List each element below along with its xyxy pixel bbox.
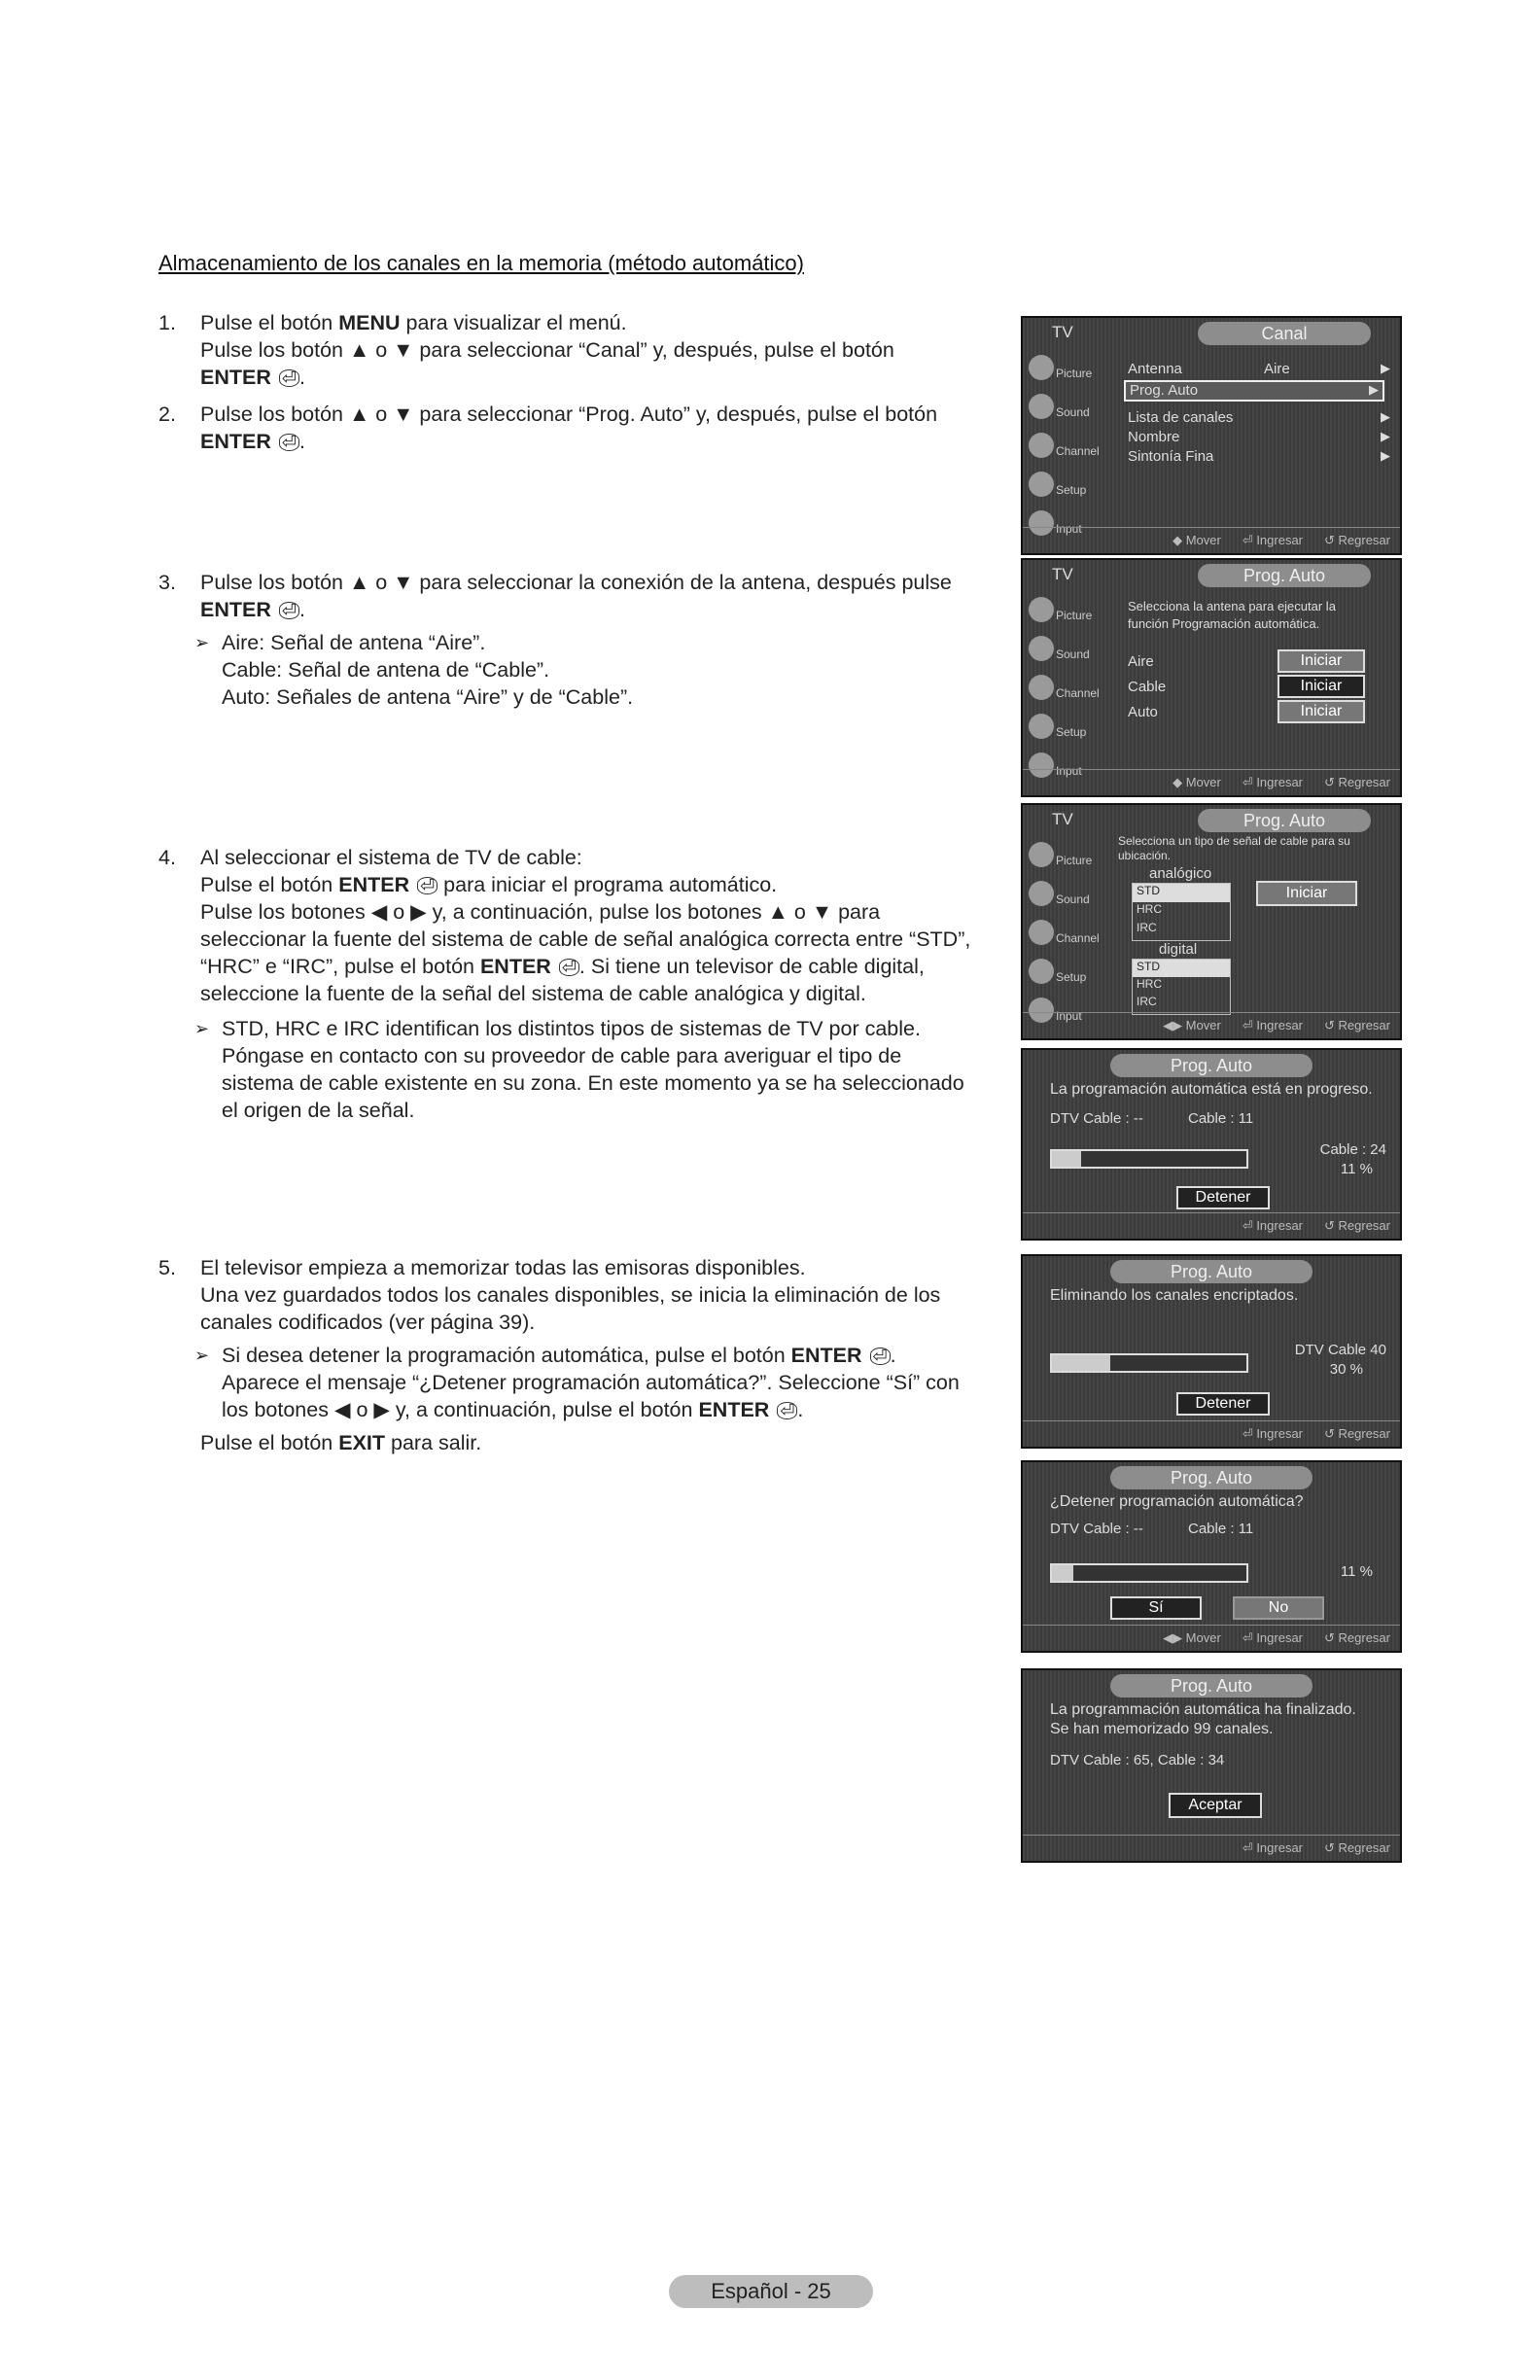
start-button-selected[interactable]: Iniciar — [1278, 675, 1365, 698]
sidebar-item-channel[interactable]: Channel — [1027, 916, 1108, 955]
digital-label: digital — [1159, 941, 1198, 958]
note-arrow-icon: ➢ — [194, 1019, 210, 1038]
digital-list — [1132, 959, 1231, 1015]
note-arrow-icon: ➢ — [194, 633, 210, 652]
step-number: 1. — [158, 311, 176, 334]
arrow-right-icon: ▶ — [1381, 361, 1390, 375]
enter-icon: ⏎ — [559, 959, 579, 976]
enter-key: ENTER — [479, 955, 551, 978]
menu-row-channel-list[interactable]: Lista de canales ▶ — [1128, 409, 1390, 426]
enter-icon: ⏎ — [279, 602, 299, 619]
menu-title: Prog. Auto — [1198, 809, 1371, 832]
step-text: Pulse el botón — [200, 873, 339, 896]
progress-fill — [1052, 1565, 1073, 1581]
note-text: Cable: Señal de antena de “Cable”. — [222, 658, 550, 682]
sidebar-item-input[interactable]: Input — [1027, 507, 1108, 545]
setup-icon — [1029, 714, 1054, 739]
step-text: “HRC” e “IRC”, pulse el botón — [200, 955, 480, 978]
step-text: Pulse los botón ▲ o ▼ para seleccionar la conexión de la antena, después pulse — [200, 571, 952, 594]
cable-count: Cable : 11 — [1188, 1110, 1254, 1127]
sound-icon — [1029, 636, 1054, 661]
sidebar-item-setup[interactable]: Setup — [1027, 710, 1108, 749]
channel-icon — [1029, 920, 1054, 945]
enter-icon: ⏎ — [417, 877, 438, 894]
footer-hints: ◆ Mover ⏎ Ingresar ↺ Regresar — [1023, 769, 1400, 795]
tv-label: TV — [1052, 565, 1073, 583]
sidebar — [1023, 589, 1110, 778]
step-number: 3. — [158, 571, 176, 594]
menu-message: Selecciona un tipo de señal de cable para su — [1118, 834, 1350, 848]
footer-hints: ◆ Mover ⏎ Ingresar ↺ Regresar — [1023, 527, 1400, 553]
option-cable[interactable]: Cable — [1128, 679, 1167, 695]
menu-title: Prog. Auto — [1198, 564, 1371, 587]
option-auto[interactable]: Auto — [1128, 704, 1158, 720]
sidebar — [1023, 347, 1110, 536]
picture-icon — [1029, 597, 1054, 622]
enter-key: ENTER — [790, 1344, 862, 1367]
exit-key: EXIT — [338, 1431, 386, 1454]
finished-message: Se han memorizado 99 canales. — [1050, 1721, 1274, 1737]
yes-button[interactable]: Sí — [1110, 1596, 1202, 1620]
step-4 — [158, 844, 1004, 1124]
confirm-message: ¿Detener programación automática? — [1050, 1493, 1304, 1510]
note-text: STD, HRC e IRC identifican los distintos tipos de sistemas de TV por cable. — [222, 1017, 921, 1040]
step-text: para visualizar el menú. — [400, 311, 627, 334]
sidebar-item-input[interactable]: Input — [1027, 749, 1108, 788]
progress-fill — [1052, 1355, 1110, 1371]
page-title: Almacenamiento de los canales en la memoria (método automático) — [158, 251, 804, 275]
stop-button[interactable]: Detener — [1176, 1186, 1270, 1209]
step-text: El televisor empieza a memorizar todas las emisoras disponibles. — [200, 1256, 806, 1279]
analog-list — [1132, 883, 1231, 941]
tv-label: TV — [1052, 323, 1073, 341]
step-text: seleccionar la fuente del sistema de cable de señal analógica correcta entre “STD”, — [200, 928, 971, 951]
sidebar-item-input[interactable]: Input — [1027, 994, 1108, 1032]
progress-percent: 11 % — [1340, 1563, 1373, 1580]
analog-option-std[interactable]: STD — [1133, 884, 1230, 902]
sidebar-item-picture[interactable]: Picture — [1027, 593, 1108, 632]
step-text: Pulse el botón — [200, 311, 339, 334]
step-3: 3. Pulse los botón ▲ o ▼ para seleccionar la conexión de la antena, después pulse ENTER ⏎ . ➢ Aire: Señal de antena “Aire”. Cable: Señal de antena de “Cable”. Auto: Señales de antena “Aire” y de “Cable”. — [158, 569, 1004, 711]
step-text: Pulse los botones ◀ o ▶ y, a continuación, pulse los botones ▲ o ▼ para — [200, 900, 881, 924]
footer-hints: ⏎ Ingresar ↺ Regresar — [1023, 1420, 1400, 1447]
enter-icon: ⏎ — [870, 1348, 891, 1365]
menu-row-name[interactable]: Nombre ▶ — [1128, 429, 1390, 445]
step-1: 1. Pulse el botón MENU para visualizar el menú. Pulse los botón ▲ o ▼ para seleccionar “Canal” y, después, pulse el botón ENTER ⏎ . — [158, 309, 1004, 391]
note-text: sistema de cable existente en su zona. En este momento ya se ha seleccionado — [222, 1071, 964, 1095]
sidebar-item-channel[interactable]: Channel — [1027, 671, 1108, 710]
menu-message: ubicación. — [1118, 849, 1172, 862]
step-text: . Si tiene un televisor de cable digital, — [578, 955, 925, 978]
status-message: Eliminando los canales encriptados. — [1050, 1287, 1299, 1304]
step-5: 5. El televisor empieza a memorizar todas las emisoras disponibles. Una vez guardados todos los canales disponibles, se inicia la eliminación de los canales codificados (ver página 39). ➢ Si desea detener la programación automática, pulse el botón ENTER ⏎ . Aparece el mensaje “¿Detener programación automática?”. Seleccione “Sí” con los botones ◀ o ▶ y, a continuación, pulse el botón ENTER ⏎ . Pulse el botón EXIT para salir. — [158, 1254, 1004, 1456]
tv-label: TV — [1052, 810, 1073, 828]
sidebar-item-picture[interactable]: Picture — [1027, 351, 1108, 390]
sidebar — [1023, 834, 1110, 1023]
accept-button[interactable]: Aceptar — [1169, 1793, 1262, 1818]
step-text: Pulse los botón ▲ o ▼ para seleccionar “Canal” y, después, pulse el botón — [200, 338, 894, 362]
progress-bar — [1050, 1149, 1248, 1169]
menu-row-fine-tune[interactable]: Sintonía Fina ▶ — [1128, 448, 1390, 465]
channel-icon — [1029, 433, 1054, 458]
enter-key: ENTER — [200, 430, 271, 453]
menu-title: Canal — [1198, 322, 1371, 345]
note-text: Auto: Señales de antena “Aire” y de “Cable”. — [222, 685, 634, 709]
sound-icon — [1029, 881, 1054, 906]
step-text: para iniciar el programa automático. — [438, 873, 778, 896]
menu-title: Prog. Auto — [1110, 1054, 1312, 1077]
analog-label: analógico — [1149, 865, 1212, 882]
menu-row-prog-auto[interactable]: Prog. Auto ▶ — [1124, 380, 1384, 402]
sidebar-item-channel[interactable]: Channel — [1027, 429, 1108, 468]
enter-key: ENTER — [698, 1398, 770, 1421]
note-text: Aparece el mensaje “¿Detener programación automática?”. Seleccione “Sí” con — [222, 1371, 960, 1394]
step-text: canales codificados (ver página 39). — [200, 1311, 536, 1334]
stop-button[interactable]: Detener — [1176, 1392, 1270, 1416]
step-number: 2. — [158, 402, 176, 426]
page-number: Español - 25 — [669, 2275, 873, 2308]
sidebar-item-sound[interactable]: Sound — [1027, 877, 1108, 916]
enter-key: ENTER — [338, 873, 410, 896]
dtv-cable-count: DTV Cable : -- — [1050, 1521, 1143, 1537]
enter-key: ENTER — [200, 366, 271, 389]
setup-icon — [1029, 959, 1054, 984]
digital-option-std[interactable]: STD — [1133, 960, 1230, 977]
tv-screen-finished — [1021, 1668, 1402, 1863]
tv-screen-progress — [1021, 1048, 1402, 1241]
tv-screen-cable-type — [1021, 803, 1402, 1040]
note-text: Aire: Señal de antena “Aire”. — [222, 631, 486, 654]
note-text: Si desea detener la programación automática, pulse el botón — [222, 1344, 791, 1367]
note-arrow-icon: ➢ — [194, 1346, 210, 1365]
digital-option-irc[interactable]: IRC — [1137, 995, 1157, 1008]
picture-icon — [1029, 842, 1054, 867]
picture-icon — [1029, 355, 1054, 380]
tv-screen-canal — [1021, 316, 1402, 555]
enter-key: ENTER — [200, 598, 271, 621]
progress-bar — [1050, 1563, 1248, 1583]
menu-title: Prog. Auto — [1110, 1260, 1312, 1283]
step-2: 2. Pulse los botón ▲ o ▼ para seleccionar “Prog. Auto” y, después, pulse el botón ENTER ⏎ . — [158, 401, 1004, 455]
start-button[interactable]: Iniciar — [1278, 700, 1365, 723]
menu-message: función Programación automática. — [1128, 616, 1320, 631]
sidebar-item-picture[interactable]: Picture — [1027, 838, 1108, 877]
sidebar-item-setup[interactable]: Setup — [1027, 468, 1108, 507]
cable-count: Cable : 11 — [1188, 1521, 1254, 1537]
footer-hints: ◀▶ Mover ⏎ Ingresar ↺ Regresar — [1023, 1625, 1400, 1651]
menu-row-antenna[interactable]: Antenna Aire ▶ — [1128, 361, 1390, 377]
sidebar-item-sound[interactable]: Sound — [1027, 632, 1108, 671]
step-number: 4. — [158, 846, 176, 869]
channel-icon — [1029, 675, 1054, 700]
finished-message: La programmación automática ha finalizado. — [1050, 1701, 1356, 1718]
arrow-right-icon: ▶ — [1369, 382, 1379, 397]
menu-message: Selecciona la antena para ejecutar la — [1128, 599, 1336, 613]
step-text: seleccione la fuente de la señal del sistema de cable analógica y digital. — [200, 982, 866, 1005]
status-message: La programación automática está en progreso. — [1050, 1081, 1373, 1098]
arrow-right-icon: ▶ — [1381, 429, 1390, 443]
option-aire[interactable]: Aire — [1128, 653, 1154, 670]
tv-screen-antenna — [1021, 558, 1402, 797]
cable-count-right: Cable : 24 — [1319, 1141, 1386, 1158]
arrow-right-icon: ▶ — [1381, 448, 1390, 463]
menu-key: MENU — [338, 311, 401, 334]
start-button[interactable]: Iniciar — [1256, 881, 1357, 906]
progress-percent: 30 % — [1329, 1361, 1363, 1378]
dtv-cable-count: DTV Cable 40 — [1294, 1342, 1386, 1358]
sidebar-item-setup[interactable]: Setup — [1027, 955, 1108, 994]
enter-icon: ⏎ — [279, 434, 299, 451]
progress-percent: 11 % — [1340, 1161, 1373, 1177]
note-text: Póngase en contacto con su proveedor de cable para averiguar el tipo de — [222, 1044, 902, 1068]
sound-icon — [1029, 394, 1054, 419]
progress-fill — [1052, 1151, 1081, 1167]
digital-option-hrc[interactable]: HRC — [1137, 977, 1162, 991]
note-text: los botones ◀ o ▶ y, a continuación, pulse el botón — [222, 1398, 699, 1421]
no-button[interactable]: No — [1233, 1596, 1324, 1620]
setup-icon — [1029, 472, 1054, 497]
arrow-right-icon: ▶ — [1381, 409, 1390, 424]
enter-icon: ⏎ — [279, 369, 299, 387]
footer-hints: ◀▶ Mover ⏎ Ingresar ↺ Regresar — [1023, 1012, 1400, 1038]
footer-hints: ⏎ Ingresar ↺ Regresar — [1023, 1212, 1400, 1239]
menu-title: Prog. Auto — [1110, 1674, 1312, 1698]
menu-title: Prog. Auto — [1110, 1466, 1312, 1489]
footer-hints: ⏎ Ingresar ↺ Regresar — [1023, 1835, 1400, 1861]
progress-bar — [1050, 1353, 1248, 1373]
analog-option-irc[interactable]: IRC — [1137, 921, 1157, 934]
step-number: 5. — [158, 1256, 176, 1279]
step-text: Una vez guardados todos los canales disponibles, se inicia la eliminación de los — [200, 1283, 941, 1307]
note-text: el origen de la señal. — [222, 1099, 415, 1122]
step-text: para salir. — [385, 1431, 482, 1454]
analog-option-hrc[interactable]: HRC — [1137, 902, 1162, 916]
channel-summary: DTV Cable : 65, Cable : 34 — [1050, 1752, 1225, 1768]
sidebar-item-sound[interactable]: Sound — [1027, 390, 1108, 429]
start-button[interactable]: Iniciar — [1278, 649, 1365, 673]
enter-icon: ⏎ — [777, 1402, 797, 1419]
tv-screen-removing — [1021, 1254, 1402, 1449]
step-text: Al seleccionar el sistema de TV de cable: — [200, 846, 582, 869]
step-text: Pulse el botón — [200, 1431, 339, 1454]
step-text: Pulse los botón ▲ o ▼ para seleccionar “Prog. Auto” y, después, pulse el botón — [200, 402, 938, 426]
tv-screen-stop-confirm — [1021, 1460, 1402, 1653]
dtv-cable-count: DTV Cable : -- — [1050, 1110, 1143, 1127]
